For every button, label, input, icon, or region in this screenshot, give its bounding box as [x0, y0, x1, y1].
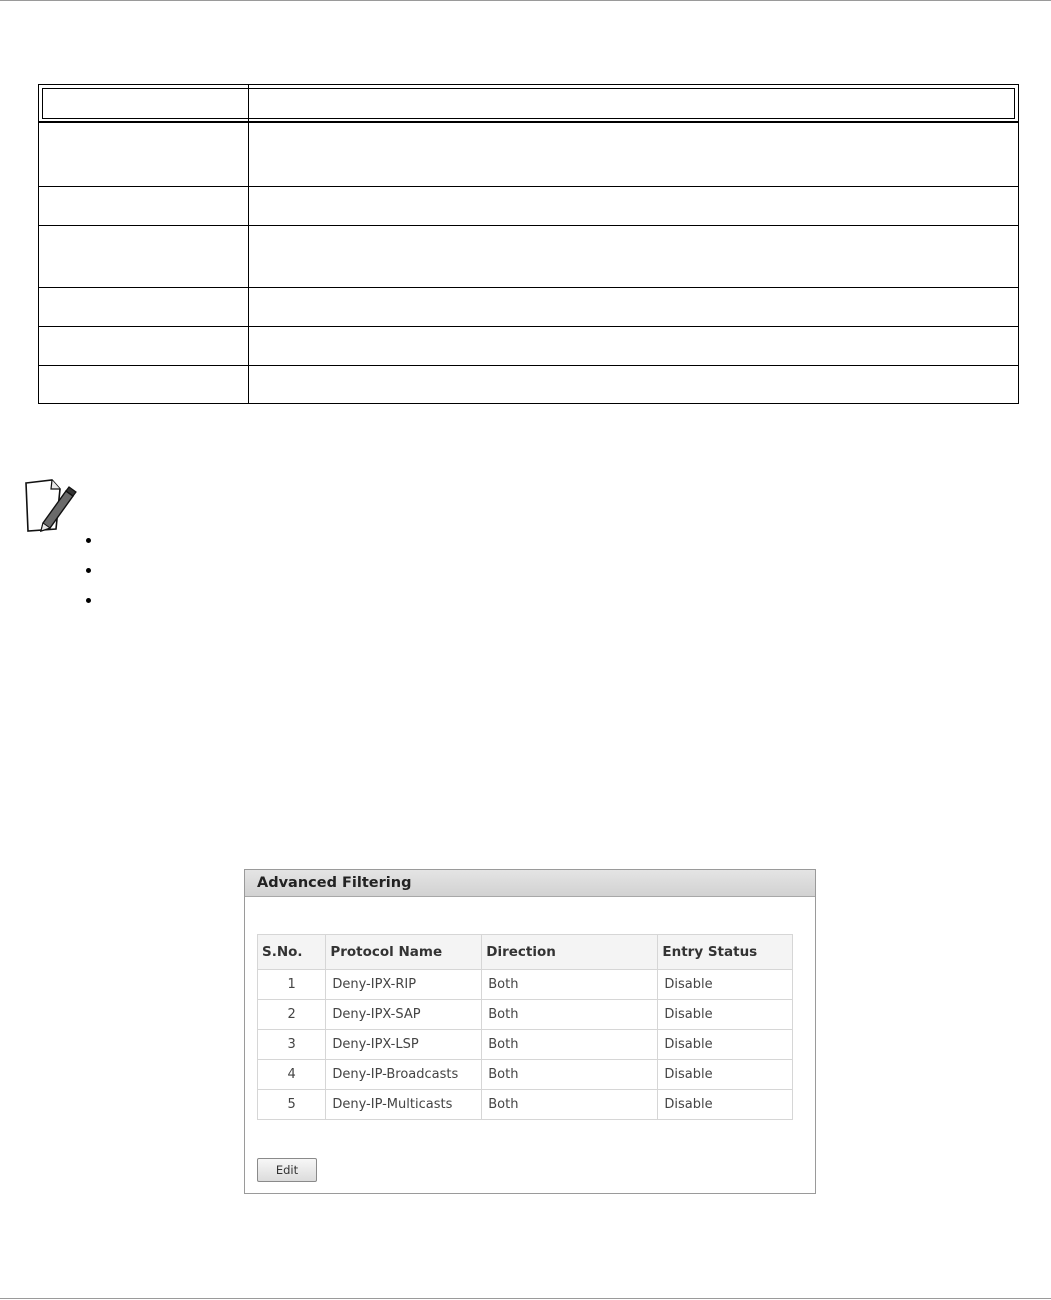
column-header-protocol-name: Protocol Name — [326, 935, 482, 970]
parameter-table-row-divider — [39, 365, 1018, 366]
column-header-sno: S.No. — [258, 935, 326, 970]
table-row — [258, 1090, 793, 1120]
sno-cell: 2 — [258, 1000, 326, 1030]
advanced-filtering-table — [257, 934, 793, 1120]
panel-title: Advanced Filtering — [257, 875, 412, 891]
direction-cell: Both — [482, 1030, 658, 1060]
entry-status-cell: Disable — [658, 1000, 793, 1030]
parameter-table-row-divider — [39, 326, 1018, 327]
entry-status-cell: Disable — [658, 1030, 793, 1060]
table-row — [258, 1060, 793, 1090]
advanced-filtering-panel — [244, 869, 816, 1194]
parameter-table — [38, 84, 1019, 404]
direction-cell: Both — [482, 1090, 658, 1120]
table-row — [258, 970, 793, 1000]
table-header-row — [258, 935, 793, 970]
edit-button[interactable]: Edit — [257, 1158, 317, 1182]
sno-cell: 5 — [258, 1090, 326, 1120]
protocol-name-cell: Deny-IPX-LSP — [326, 1030, 482, 1060]
sno-cell: 3 — [258, 1030, 326, 1060]
column-header-entry-status: Entry Status — [658, 935, 793, 970]
table-row — [258, 1030, 793, 1060]
parameter-table-column-divider — [248, 85, 249, 403]
entry-status-cell: Disable — [658, 1090, 793, 1120]
parameter-table-header — [39, 85, 1018, 123]
bullet-icon — [86, 598, 91, 603]
direction-cell: Both — [482, 1000, 658, 1030]
direction-cell: Both — [482, 970, 658, 1000]
protocol-name-cell: Deny-IP-Multicasts — [326, 1090, 482, 1120]
parameter-table-row-divider — [39, 186, 1018, 187]
entry-status-cell: Disable — [658, 970, 793, 1000]
protocol-name-cell: Deny-IPX-SAP — [326, 1000, 482, 1030]
table-row — [258, 1000, 793, 1030]
page-bottom-rule — [0, 1298, 1051, 1299]
note-pencil-icon — [22, 477, 78, 535]
bullet-icon — [86, 568, 91, 573]
sno-cell: 4 — [258, 1060, 326, 1090]
protocol-name-cell: Deny-IP-Broadcasts — [326, 1060, 482, 1090]
panel-header — [245, 870, 815, 897]
parameter-table-row-divider — [39, 287, 1018, 288]
entry-status-cell: Disable — [658, 1060, 793, 1090]
protocol-name-cell: Deny-IPX-RIP — [326, 970, 482, 1000]
column-header-direction: Direction — [482, 935, 658, 970]
direction-cell: Both — [482, 1060, 658, 1090]
parameter-table-header-frame — [42, 88, 1015, 119]
parameter-table-row-divider — [39, 225, 1018, 226]
sno-cell: 1 — [258, 970, 326, 1000]
bullet-icon — [86, 538, 91, 543]
page-top-rule — [0, 0, 1051, 1]
